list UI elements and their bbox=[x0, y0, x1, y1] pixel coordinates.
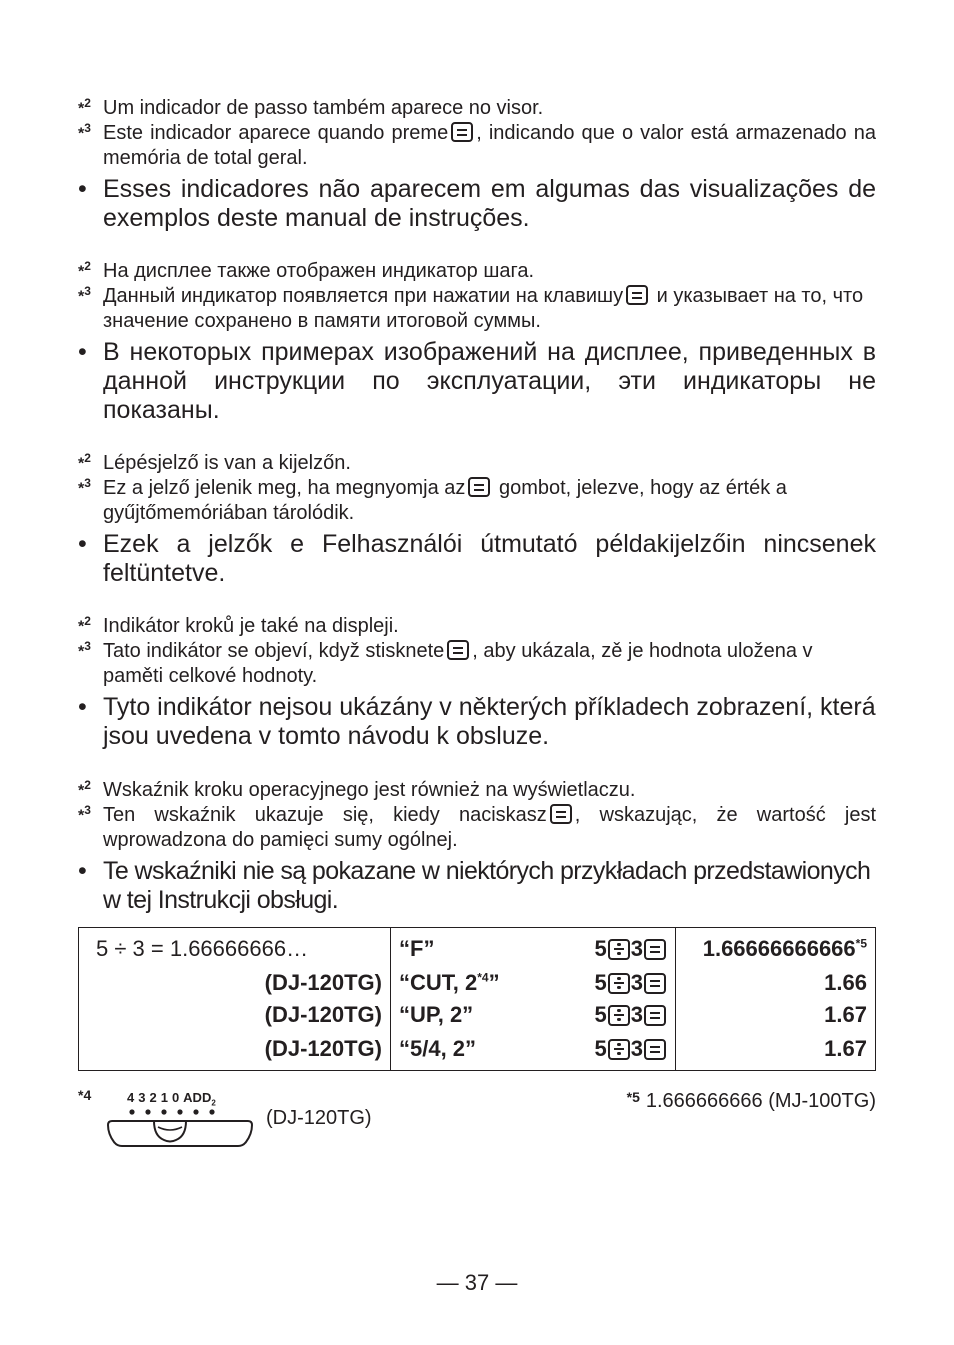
footnote-text: gombot, jelezve, hogy az érték a gyűjtőmemóriában tárolódik. bbox=[103, 477, 787, 524]
footnote-3 bbox=[78, 284, 876, 334]
rounding-mode: “F” 5 3 bbox=[391, 928, 676, 968]
key-sequence: 5 3 bbox=[595, 936, 668, 962]
equals-key-icon bbox=[626, 285, 648, 305]
rounding-mode: “CUT, 2$^{*4}$” 5 3 bbox=[391, 967, 676, 999]
footnote-4-model: (DJ-120TG) bbox=[266, 1107, 372, 1129]
equals-key-icon bbox=[550, 804, 572, 824]
bullet-text: Ezek a jelzők e Felhasználói útmutató példakijelzőin nincsenek feltüntetve. bbox=[103, 530, 876, 587]
bullet-note bbox=[78, 530, 876, 588]
footnote-marker: *$^3$ bbox=[78, 639, 91, 661]
footnote-2 bbox=[78, 451, 876, 476]
footnote-marker: *$^3$ bbox=[78, 284, 91, 306]
section-russian bbox=[78, 259, 876, 425]
footnote-marker: *$^3$ bbox=[78, 121, 91, 143]
footnote-text: На дисплее также отображен индикатор шага. bbox=[103, 260, 535, 282]
equals-key-icon bbox=[644, 939, 666, 960]
footnote-marker: *$^2$ bbox=[78, 614, 91, 636]
calculation-label: 5 ÷ 3 = 1.66666666… bbox=[79, 928, 391, 968]
footnote-marker: *$^3$ bbox=[78, 803, 91, 825]
footnote-text: , wskazując, że wartość jest wprowadzona do pamięci sumy ogólnej. bbox=[103, 804, 876, 851]
rounding-mode: “5/4, 2” 5 3 bbox=[391, 1031, 676, 1071]
equals-key-icon bbox=[468, 477, 490, 497]
footnote-2 bbox=[78, 778, 876, 803]
footnote-text: , indicando que o valor está armazenado na memória de total geral. bbox=[103, 122, 876, 169]
footnote-2 bbox=[78, 259, 876, 284]
footnote-3 bbox=[78, 639, 876, 689]
key-sequence: 5 3 bbox=[595, 970, 668, 996]
footnote-3 bbox=[78, 803, 876, 853]
section-portuguese bbox=[78, 96, 876, 233]
footnote-text: Lépésjelző is van a kijelzőn. bbox=[103, 452, 351, 474]
footnote-marker: *$^2$ bbox=[78, 259, 91, 281]
footnote-5-text: 1.666666666 (MJ-100TG) bbox=[645, 1090, 876, 1112]
table-row bbox=[79, 999, 876, 1031]
footnote-marker: *$^2$ bbox=[78, 96, 91, 118]
footnote-text: , aby ukázala, zě je hodnota uložena v paměti celkové hodnoty. bbox=[103, 640, 813, 687]
table-row bbox=[79, 1031, 876, 1071]
footnote-2 bbox=[78, 614, 876, 639]
footnote-text: Ez a jelző jelenik meg, ha megnyomja az bbox=[103, 477, 466, 499]
bullet-icon: • bbox=[78, 175, 87, 203]
equals-key-icon bbox=[644, 1005, 666, 1026]
table-row bbox=[79, 967, 876, 999]
bullet-text: В некоторых примерах изображений на дисплее, приведенных в данной инструкции по эксплуатации, эти индикаторы не показаны. bbox=[103, 338, 876, 424]
page-number: — 37 — bbox=[436, 1270, 518, 1295]
footnote-text: Данный индикатор появляется при нажатии на клавишу bbox=[103, 285, 624, 307]
divide-key-icon bbox=[608, 1005, 630, 1026]
section-hungarian bbox=[78, 451, 876, 588]
footnote-text: и указывает на то, что значение сохранено в памяти итоговой суммы. bbox=[103, 285, 864, 332]
bullet-icon: • bbox=[78, 530, 87, 558]
table-row bbox=[79, 928, 876, 968]
footnote-marker: *$^2$ bbox=[78, 778, 91, 800]
selector-switch-icon bbox=[104, 1108, 256, 1160]
footnote-marker: *$^2$ bbox=[78, 451, 91, 473]
example-table bbox=[78, 927, 876, 1071]
equals-key-icon bbox=[644, 973, 666, 994]
section-polish bbox=[78, 778, 876, 915]
footnote-marker: *$^3$ bbox=[78, 476, 91, 498]
result-value: 1.67 bbox=[824, 1036, 867, 1061]
bullet-text: Te wskaźniki nie są pokazane w niektórych przykładach przedstawionych w tej Instrukcji obsługi. bbox=[103, 857, 871, 914]
divide-key-icon bbox=[608, 939, 630, 960]
bullet-icon: • bbox=[78, 338, 87, 366]
footnote-text: Indikátor kroků je také na displeji. bbox=[103, 615, 399, 637]
equals-key-icon bbox=[447, 640, 469, 660]
divide-key-icon bbox=[608, 1039, 630, 1060]
result-value: 1.67 bbox=[824, 1002, 867, 1027]
bullet-note bbox=[78, 338, 876, 425]
bullet-note bbox=[78, 693, 876, 751]
bullet-icon: • bbox=[78, 857, 87, 885]
model-label: (DJ-120TG) bbox=[79, 1031, 391, 1071]
footnote-3 bbox=[78, 476, 876, 526]
footnote-4-marker: *4 bbox=[78, 1087, 92, 1103]
footnote-text: Este indicador aparece quando preme bbox=[103, 122, 449, 144]
footnote-text: Tato indikátor se objeví, když stisknete bbox=[103, 640, 445, 662]
footnote-5-marker: *5 bbox=[626, 1089, 640, 1105]
footnote-text: Um indicador de passo também aparece no visor. bbox=[103, 97, 544, 119]
divide-key-icon bbox=[608, 973, 630, 994]
bullet-note bbox=[78, 857, 876, 915]
bullet-text: Esses indicadores não aparecem em algumas das visualizações de exemplos deste manual de instruções. bbox=[103, 175, 876, 232]
bullet-text: Tyto indikátor nejsou ukázány v některých příkladech zobrazení, která jsou uvedena v tomto návodu k obsluze. bbox=[103, 693, 876, 750]
rounding-mode: “UP, 2” 5 3 bbox=[391, 999, 676, 1031]
bullet-note bbox=[78, 175, 876, 233]
rounding-selector-illustration bbox=[104, 1090, 256, 1165]
model-label: (DJ-120TG) bbox=[79, 999, 391, 1031]
footnote-5 bbox=[627, 1089, 876, 1113]
equals-key-icon bbox=[644, 1039, 666, 1060]
key-sequence: 5 3 bbox=[595, 1036, 668, 1062]
selector-position-labels: 4 3 2 1 0 $ADD_2$ bbox=[127, 1090, 216, 1108]
result-value: 1.66666666666$^{*5}$ bbox=[702, 936, 867, 961]
footnote-3 bbox=[78, 121, 876, 171]
footnote-2 bbox=[78, 96, 876, 121]
section-czech bbox=[78, 614, 876, 751]
result-value: 1.66 bbox=[824, 970, 867, 995]
footnote-text: Ten wskaźnik ukazuje się, kiedy naciskasz bbox=[103, 804, 547, 826]
key-sequence: 5 3 bbox=[595, 1002, 668, 1028]
model-label: (DJ-120TG) bbox=[79, 967, 391, 999]
footnote-text: Wskaźnik kroku operacyjnego jest również na wyświetlaczu. bbox=[103, 779, 636, 801]
equals-key-icon bbox=[451, 122, 473, 142]
bullet-icon: • bbox=[78, 693, 87, 721]
